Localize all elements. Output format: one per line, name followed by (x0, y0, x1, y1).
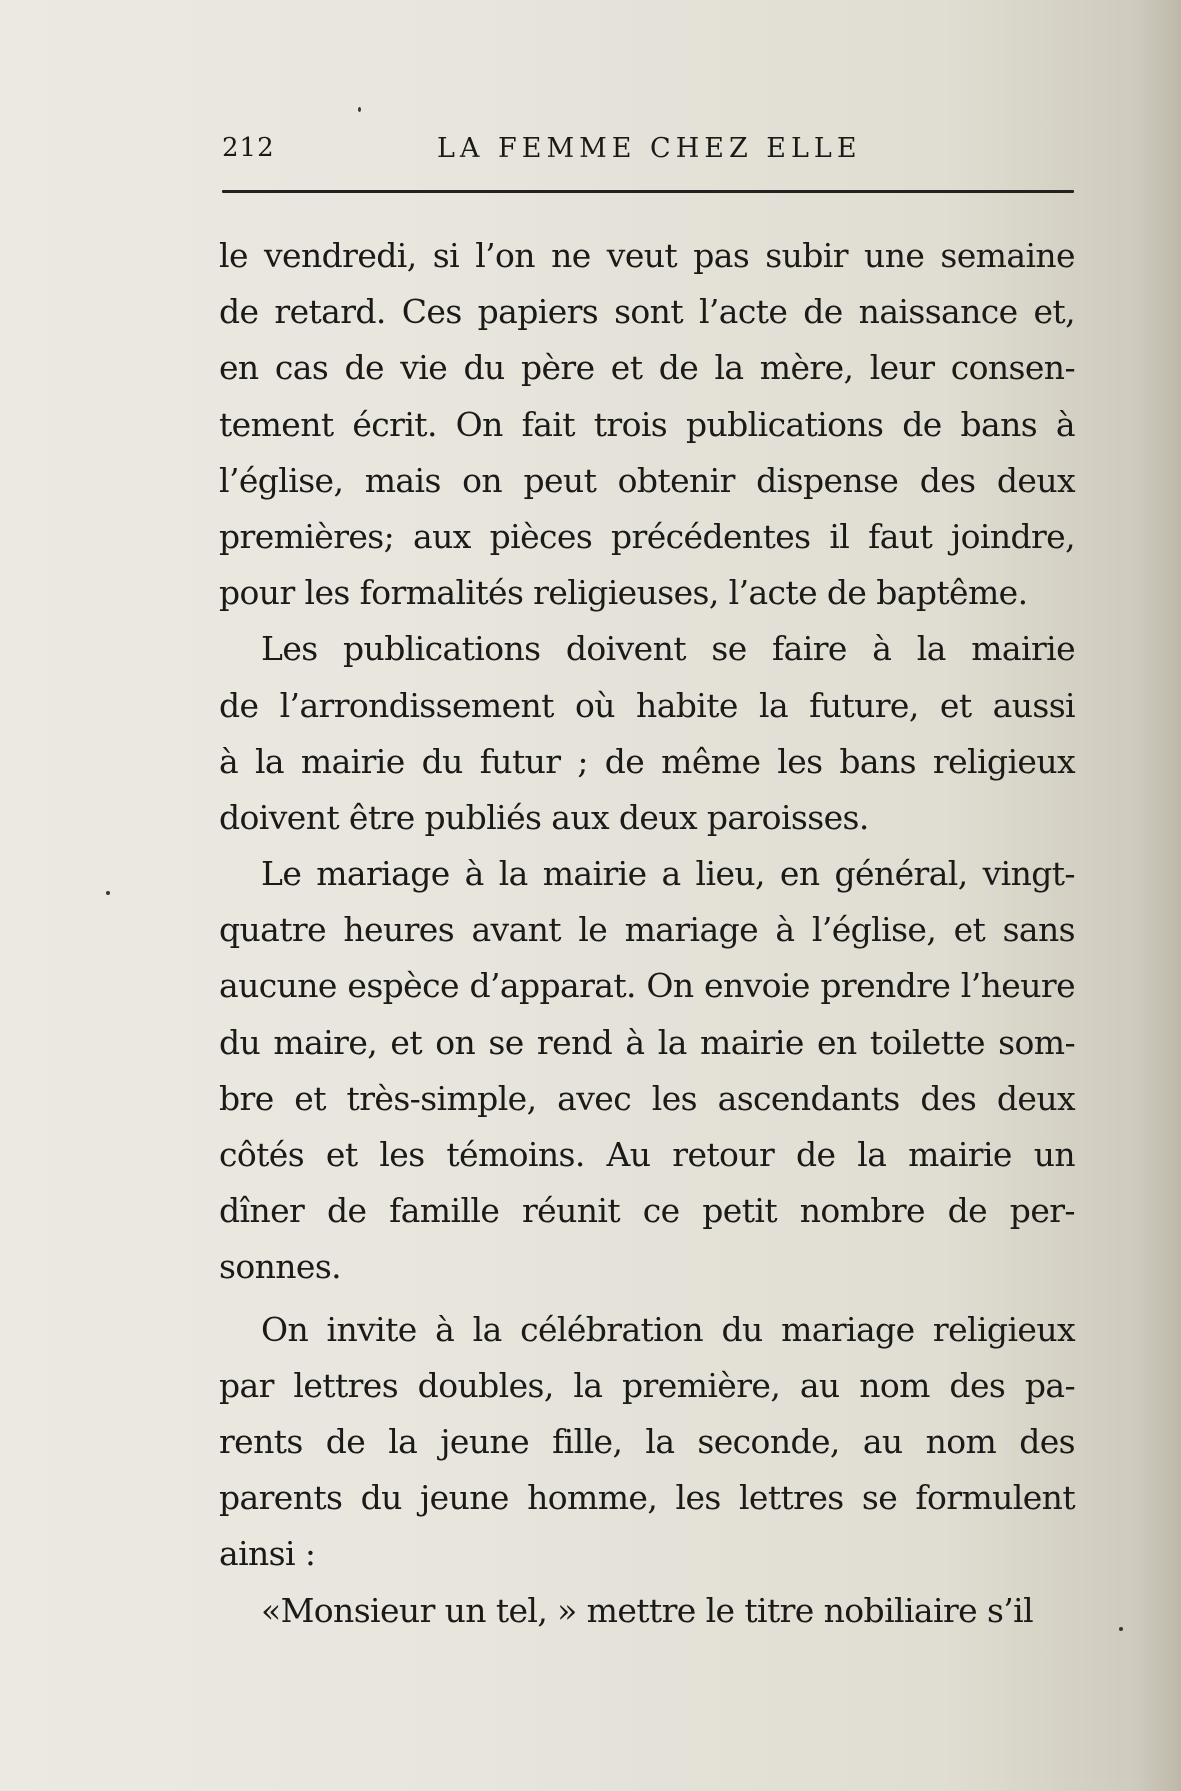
text-line: dîner de famille réunit ce petit nombre de per- (219, 1191, 1075, 1231)
text-line: sonnes. (219, 1247, 342, 1287)
ink-speck (358, 107, 361, 112)
text-line: quatre heures avant le mariage à l’église, et sans (219, 910, 1075, 950)
ink-speck (106, 891, 110, 895)
text-line: bre et très-simple, avec les ascendants des deux (219, 1078, 1075, 1118)
text-line: à la mairie du futur ; de même les bans religieux (219, 741, 1075, 781)
paragraph (219, 1302, 1075, 1583)
text-line: Les publications doivent se faire à la mairie (261, 629, 1075, 669)
text-line: tement écrit. On fait trois publications de bans à (219, 404, 1075, 444)
page-number: 212 (222, 133, 275, 163)
text-line: rents de la jeune fille, la seconde, au nom des (219, 1421, 1075, 1461)
text-line: de retard. Ces papiers sont l’acte de naissance et, (219, 292, 1075, 332)
paragraph (219, 228, 1075, 621)
paragraph (219, 846, 1075, 1296)
text-line: le vendredi, si l’on ne veut pas subir une semaine (219, 236, 1075, 275)
text-line: pour les formalités religieuses, l’acte de baptême. (219, 573, 1028, 613)
text-line: ainsi : (219, 1534, 316, 1574)
text-line: doivent être publiés aux deux paroisses. (219, 797, 869, 837)
text-line: de l’arrondissement où habite la future, et aussi (219, 685, 1075, 725)
text-line: aucune espèce d’apparat. On envoie prendre l’heure (219, 966, 1075, 1006)
text-line: On invite à la célébration du mariage religieux (261, 1309, 1075, 1349)
header-rule (222, 190, 1074, 193)
paragraph (219, 1583, 1075, 1639)
text-line: «Monsieur un tel, » mettre le titre nobiliaire s’il (261, 1590, 1034, 1630)
text-line: côtés et les témoins. Au retour de la mairie un (219, 1135, 1075, 1174)
running-header (222, 133, 1074, 173)
text-line: en cas de vie du père et de la mère, leur consen- (219, 348, 1075, 388)
text-line: premières; aux pièces précédentes il faut joindre, (219, 516, 1075, 556)
text-line: parents du jeune homme, les lettres se formulent (219, 1478, 1075, 1518)
running-title: LA FEMME CHEZ ELLE (437, 133, 862, 164)
ink-speck (1119, 1627, 1123, 1631)
body-text (219, 228, 1075, 1639)
text-line: du maire, et on se rend à la mairie en toilette som- (219, 1022, 1075, 1062)
text-line: l’église, mais on peut obtenir dispense des deux (219, 460, 1075, 500)
text-line: Le mariage à la mairie a lieu, en général, vingt- (261, 854, 1075, 894)
paragraph (219, 621, 1075, 846)
text-line: par lettres doubles, la première, au nom des pa- (219, 1365, 1075, 1405)
